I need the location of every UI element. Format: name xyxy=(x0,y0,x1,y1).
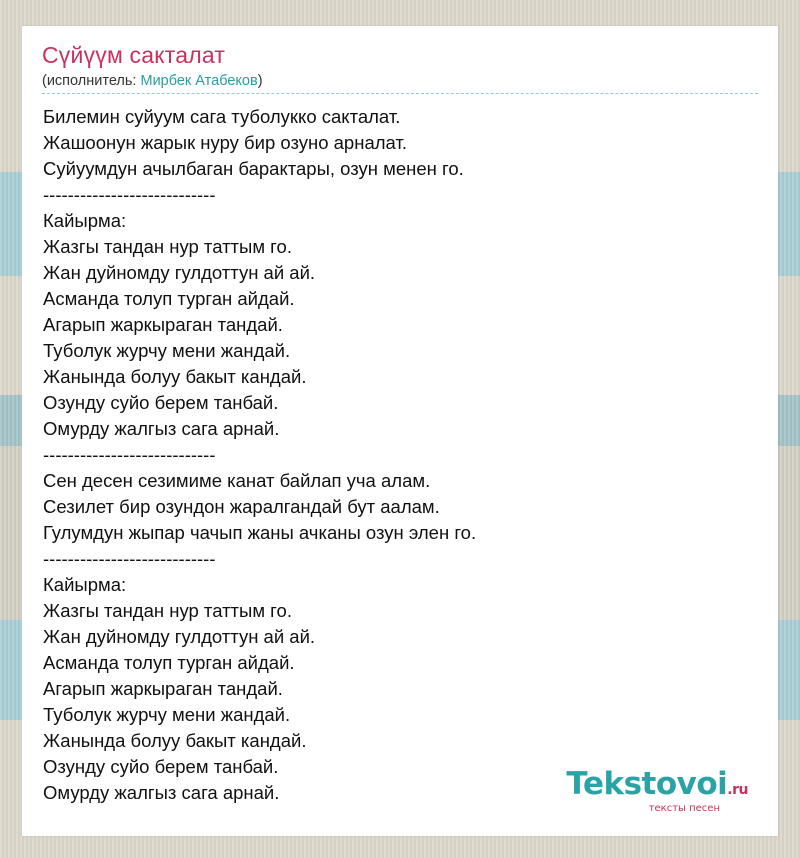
artist-prefix: (исполнитель: xyxy=(42,73,141,89)
logo-tld: .ru xyxy=(727,782,748,798)
artist-suffix: ) xyxy=(257,73,263,89)
lyric-line: ---------------------------- xyxy=(43,444,216,465)
lyric-line: Билемин суйуум сага туболукко сакталат. xyxy=(43,106,401,127)
lyric-line: ---------------------------- xyxy=(43,548,216,569)
lyric-line: Суйуумдун ачылбаган барактары, озун менен го. xyxy=(43,158,464,179)
lyric-line: Омурду жалгыз сага арнай. xyxy=(43,782,280,803)
lyric-line: Асманда толуп турган айдай. xyxy=(43,652,295,673)
lyric-line: Кайырма: xyxy=(43,210,127,231)
lyric-line: Сезилет бир озундон жаралгандай бут аалам. xyxy=(43,496,440,517)
lyric-line: Жазгы тандан нур таттым го. xyxy=(43,600,292,621)
lyric-line: Омурду жалгыз сага арнай. xyxy=(43,418,280,439)
lyric-line: Озунду суйо берем танбай. xyxy=(43,392,279,413)
lyric-line: Озунду суйо берем танбай. xyxy=(43,756,279,777)
lyric-line: Жанында болуу бакыт кандай. xyxy=(43,366,307,387)
lyric-line: Жашоонун жарык нуру бир озуно арналат. xyxy=(43,132,407,153)
lyric-line: Жан дуйномду гулдоттун ай ай. xyxy=(43,626,316,647)
logo-tagline: тексты песен xyxy=(648,803,720,814)
lyric-line: ---------------------------- xyxy=(43,184,216,205)
lyric-line: Гулумдун жыпар чачып жаны ачканы озун элен го. xyxy=(43,522,477,543)
lyric-line: Агарып жаркыраган тандай. xyxy=(43,678,283,699)
lyric-line: Агарып жаркыраган тандай. xyxy=(43,314,283,335)
title-divider xyxy=(42,93,758,94)
lyric-line: Туболук журчу мени жандай. xyxy=(43,340,291,361)
lyric-line: Жан дуйномду гулдоттун ай ай. xyxy=(43,262,316,283)
logo-text: Tekstovoi xyxy=(566,766,728,802)
artist-link[interactable]: Мирбек Атабеков xyxy=(140,73,258,89)
artist-line xyxy=(42,73,263,89)
lyrics-text xyxy=(43,104,476,806)
site-logo[interactable] xyxy=(566,767,748,814)
song-title: Сүйүүм сакталат xyxy=(42,42,226,68)
lyric-line: Туболук журчу мени жандай. xyxy=(43,704,291,725)
lyrics-card xyxy=(22,26,778,836)
lyric-line: Асманда толуп турган айдай. xyxy=(43,288,295,309)
lyric-line: Жазгы тандан нур таттым го. xyxy=(43,236,292,257)
lyric-line: Кайырма: xyxy=(43,574,127,595)
lyric-line: Жанында болуу бакыт кандай. xyxy=(43,730,307,751)
lyric-line: Сен десен сезимиме канат байлап уча алам. xyxy=(43,470,431,491)
